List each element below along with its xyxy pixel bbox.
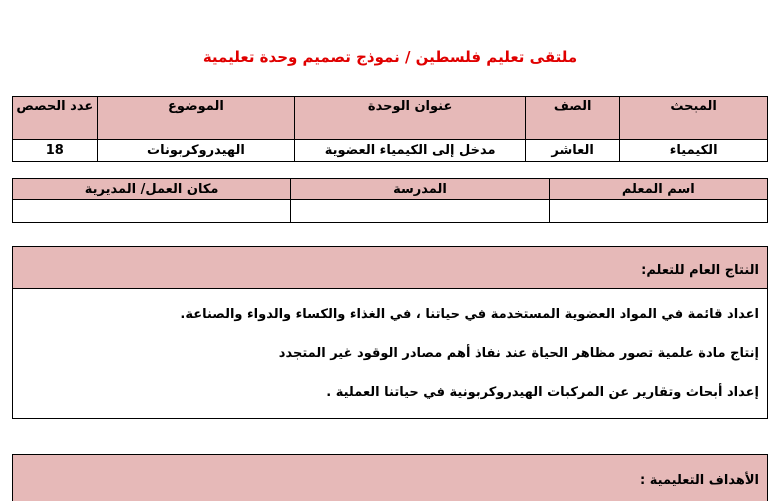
page-title: ملتقى تعليم فلسطين / نموذج تصميم وحدة تعليمية — [202, 48, 578, 66]
learning-outcomes-section — [12, 246, 768, 419]
value-subject: الكيمياء — [620, 140, 768, 162]
header-unit-title: عنوان الوحدة — [295, 97, 526, 140]
outcome-item-1: اعداد قائمة في المواد العضوية المستخدمة في حياتنا ، في الغذاء والكساء والدواء والصناعة. — [180, 307, 759, 322]
header-topic: الموضوع — [97, 97, 295, 140]
outcome-item-3: إعداد أبحاث وتقارير عن المركبات الهيدروكربونية في حياتنا العملية . — [326, 385, 759, 400]
school-field[interactable] — [291, 200, 549, 223]
outcome-item-2: إنتاج مادة علمية تصور مظاهر الحياة عند نفاذ أهم مصادر الوقود غير المتجدد — [278, 346, 759, 361]
value-sessions: 18 — [13, 140, 98, 162]
objectives-section — [12, 454, 768, 501]
header-subject: المبحث — [620, 97, 768, 140]
learning-outcomes-heading: النتاج العام للتعلم: — [13, 247, 767, 289]
header-school: المدرسة — [291, 179, 549, 200]
objectives-heading: الأهداف التعليمية : — [13, 455, 767, 501]
header-workplace: مكان العمل/ المديرية — [13, 179, 291, 200]
value-topic: الهيدروكربونات — [97, 140, 295, 162]
unit-info-table — [12, 96, 768, 162]
header-sessions: عدد الحصص — [13, 97, 98, 140]
teacher-info-table — [12, 178, 768, 223]
workplace-field[interactable] — [13, 200, 291, 223]
value-grade: العاشر — [525, 140, 619, 162]
header-grade: الصف — [525, 97, 619, 140]
header-teacher: اسم المعلم — [549, 179, 767, 200]
value-unit-title: مدخل إلى الكيمياء العضوية — [295, 140, 526, 162]
teacher-name-field[interactable] — [549, 200, 767, 223]
